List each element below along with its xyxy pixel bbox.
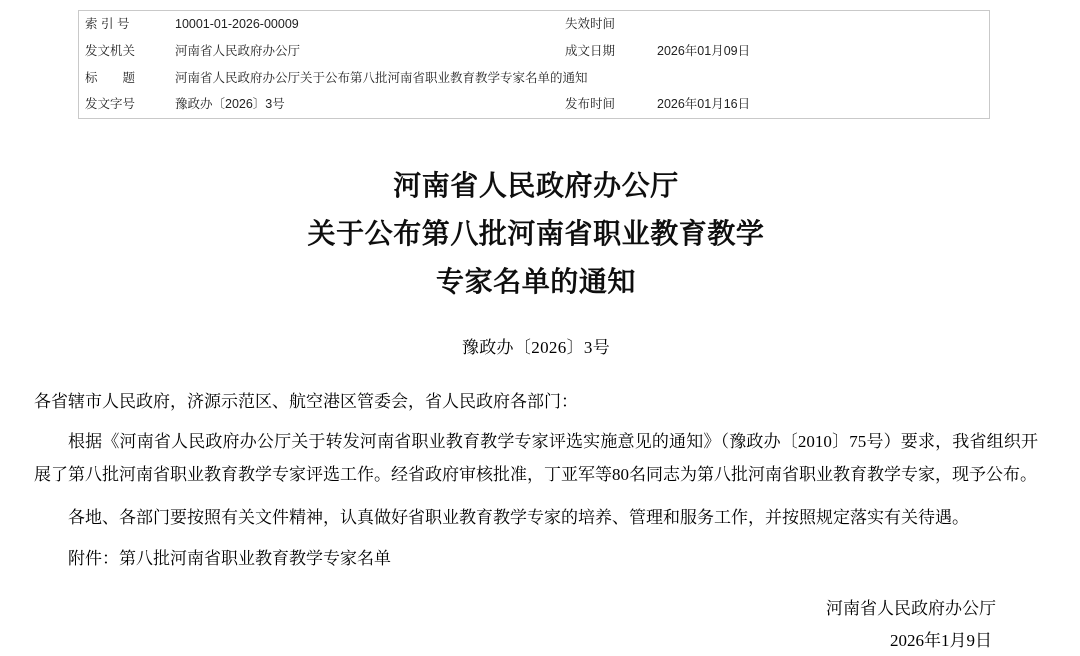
title-line-1: 河南省人民政府办公厅 (393, 171, 679, 202)
document-salutation: 各省辖市人民政府，济源示范区、航空港区管委会，省人民政府各部门： (34, 392, 578, 412)
document-attachment: 附件：第八批河南省职业教育教学专家名单 (68, 549, 391, 569)
meta-label-index: 索 引 号 (85, 17, 130, 31)
title-line-3: 专家名单的通知 (436, 267, 636, 299)
document-number: 豫政办〔2026〕3号 (461, 338, 611, 358)
document-body (0, 163, 1080, 656)
table-row (79, 65, 990, 92)
table-row (79, 38, 990, 65)
document-paragraph-1: 根据《河南省人民政府办公厅关于转发河南省职业教育教学专家评选实施意见的通知》（豫政办〔2010〕75号）要求，我省组织开展了第八批河南省职业教育教学专家评选工作。经省政府审核批准，丁亚军等80名同志为第八批河南省职业教育教学专家，现予公布。 (34, 431, 1038, 484)
document-meta-table (78, 10, 990, 119)
signature-date: 2026年1月9日 (890, 630, 992, 650)
page-title (34, 163, 1038, 307)
table-row (79, 11, 990, 38)
meta-label-written-date: 成文日期 (565, 43, 616, 58)
document-paragraph-2: 各地、各部门要按照有关文件精神，认真做好省职业教育教学专家的培养、管理和服务工作，并按照规定落实有关待遇。 (68, 508, 969, 528)
meta-label-expiry: 失效时间 (565, 17, 616, 31)
meta-value-publish-date: 2026年01月16日 (657, 97, 751, 112)
signature-organization: 河南省人民政府办公厅 (826, 599, 996, 619)
meta-value-issuer: 河南省人民政府办公厅 (175, 43, 301, 58)
meta-value-index: 10001-01-2026-00009 (175, 17, 299, 31)
document-signature (34, 593, 1038, 656)
meta-value-written-date: 2026年01月09日 (657, 43, 751, 58)
meta-value-expiry (651, 11, 990, 38)
meta-label-doc-number: 发文字号 (85, 97, 136, 112)
table-row (79, 91, 990, 118)
meta-value-doc-number: 豫政办〔2026〕3号 (175, 97, 285, 112)
meta-label-title: 标 题 (85, 70, 136, 85)
meta-label-issuer: 发文机关 (85, 43, 136, 58)
meta-value-title: 河南省人民政府办公厅关于公布第八批河南省职业教育教学专家名单的通知 (175, 70, 588, 85)
title-line-2: 关于公布第八批河南省职业教育教学 (307, 219, 765, 251)
meta-label-publish-date: 发布时间 (565, 97, 616, 112)
document-meta-section (0, 0, 1080, 119)
